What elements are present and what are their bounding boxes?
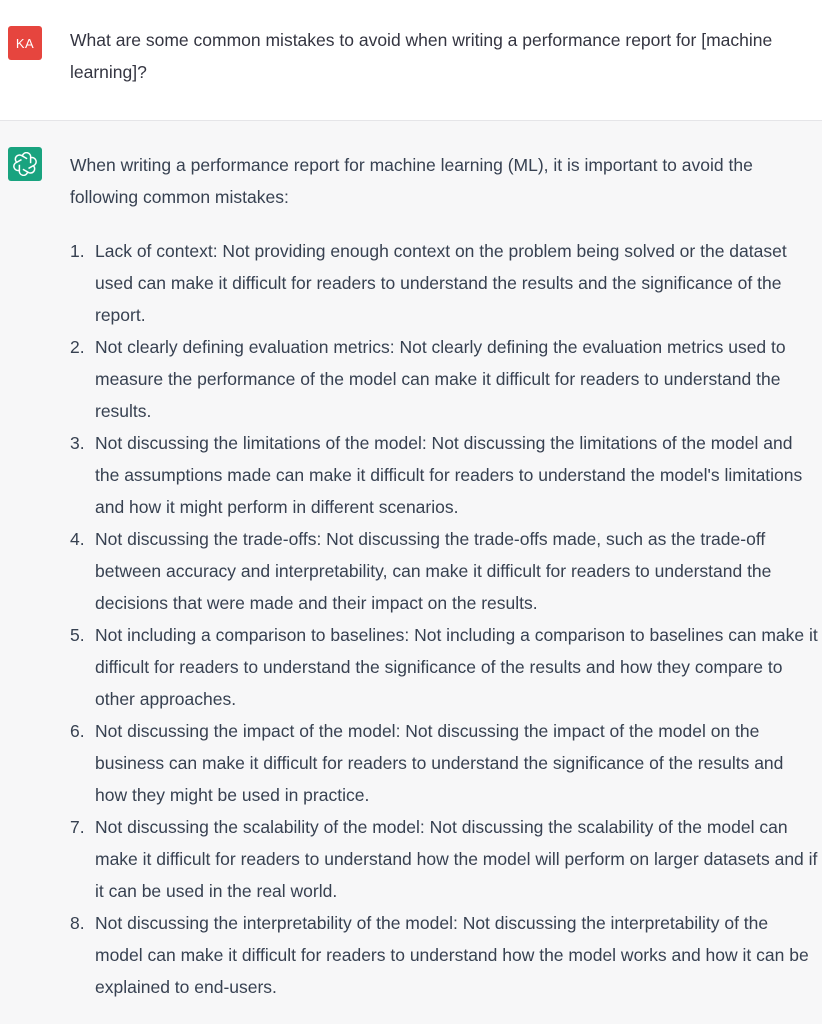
list-item — [70, 907, 818, 1003]
list-item — [70, 427, 818, 523]
list-item — [70, 811, 818, 907]
mistakes-list — [70, 235, 818, 1003]
list-item — [70, 331, 818, 427]
list-item-number: 1. — [70, 241, 85, 261]
list-item-text: Not clearly defining evaluation metrics: Not clearly defining the evaluation metrics used to measure the performance of the model can make it difficult for readers to understand the results. — [95, 337, 786, 421]
assistant-message-body — [70, 149, 818, 1003]
list-item — [70, 523, 818, 619]
list-item — [70, 235, 818, 331]
user-avatar-initials: KA — [15, 35, 35, 51]
list-item-number: 8. — [70, 913, 85, 933]
assistant-avatar — [8, 147, 42, 181]
list-item-number: 7. — [70, 817, 85, 837]
user-avatar — [8, 26, 42, 60]
assistant-intro-text: When writing a performance report for machine learning (ML), it is important to avoid the following common mistakes: — [70, 155, 753, 207]
openai-logo-icon — [13, 152, 37, 176]
user-message-row — [0, 0, 822, 121]
list-item-text: Not including a comparison to baselines: Not including a comparison to baselines can make it difficult for readers to understand the significance of the results and how they compare to other approaches. — [95, 625, 818, 709]
list-item-text: Not discussing the impact of the model: Not discussing the impact of the model on the business can make it difficult for readers to understand the significance of the results and how they might be used in practice. — [95, 721, 784, 805]
list-item-number: 6. — [70, 721, 85, 741]
list-item-text: Not discussing the trade-offs: Not discussing the trade-offs made, such as the trade-off between accuracy and interpretability, can make it difficult for readers to understand the decisions that were made and their impact on the results. — [95, 529, 772, 613]
user-message-text: What are some common mistakes to avoid when writing a performance report for [machine learning]? — [70, 30, 773, 82]
list-item-number: 3. — [70, 433, 85, 453]
list-item-number: 5. — [70, 625, 85, 645]
list-item-number: 4. — [70, 529, 85, 549]
list-item-text: Not discussing the scalability of the model: Not discussing the scalability of the model can make it difficult for readers to understand how the model will perform on larger datasets and if it can be used in the real world. — [95, 817, 818, 901]
list-item-text: Not discussing the interpretability of the model: Not discussing the interpretability of the model can make it difficult for readers to understand how the model works and how it can be explained to end-users. — [95, 913, 809, 997]
list-item — [70, 715, 818, 811]
list-item-text: Not discussing the limitations of the model: Not discussing the limitations of the model and the assumptions made can make it difficult for readers to understand the model's limitations and how it might perform in different scenarios. — [95, 433, 803, 517]
list-item-number: 2. — [70, 337, 85, 357]
list-item-text: Lack of context: Not providing enough context on the problem being solved or the dataset used can make it difficult for readers to understand the results and the significance of the report. — [95, 241, 787, 325]
list-item — [70, 619, 818, 715]
assistant-message-row — [0, 121, 822, 1024]
